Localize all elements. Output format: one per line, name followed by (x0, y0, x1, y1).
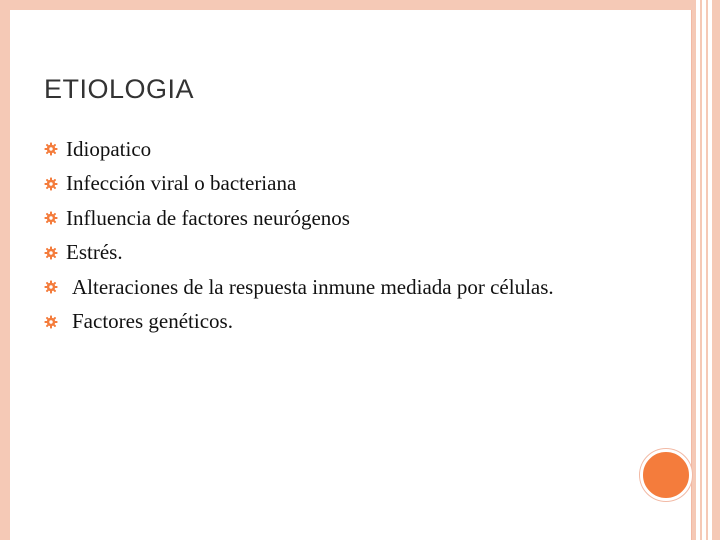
gear-icon (44, 142, 58, 156)
bullet-item (44, 236, 554, 271)
decorative-circle (640, 449, 692, 501)
bullet-text: Infección viral o bacteriana (66, 171, 297, 196)
gear-icon (44, 211, 58, 225)
right-decoration-line (706, 0, 708, 540)
gear-icon (44, 280, 58, 294)
right-decoration-line (712, 0, 720, 540)
bullet-item (44, 270, 554, 305)
bullet-item (44, 167, 554, 202)
bullet-text: Factores genéticos. (72, 309, 233, 334)
slide-title: ETIOLOGIA (44, 74, 195, 104)
bullet-list (44, 132, 554, 339)
gear-icon (44, 315, 58, 329)
gear-icon (44, 177, 58, 191)
bullet-item (44, 305, 554, 340)
bullet-item (44, 132, 554, 167)
right-decoration-line (692, 0, 696, 540)
bullet-text: Estrés. (66, 240, 123, 265)
gear-icon (44, 246, 58, 260)
bullet-item (44, 201, 554, 236)
right-decoration-line (700, 0, 702, 540)
bullet-text: Alteraciones de la respuesta inmune mediada por células. (72, 274, 554, 299)
bullet-text: Influencia de factores neurógenos (66, 205, 350, 230)
bullet-text: Idiopatico (66, 136, 152, 161)
